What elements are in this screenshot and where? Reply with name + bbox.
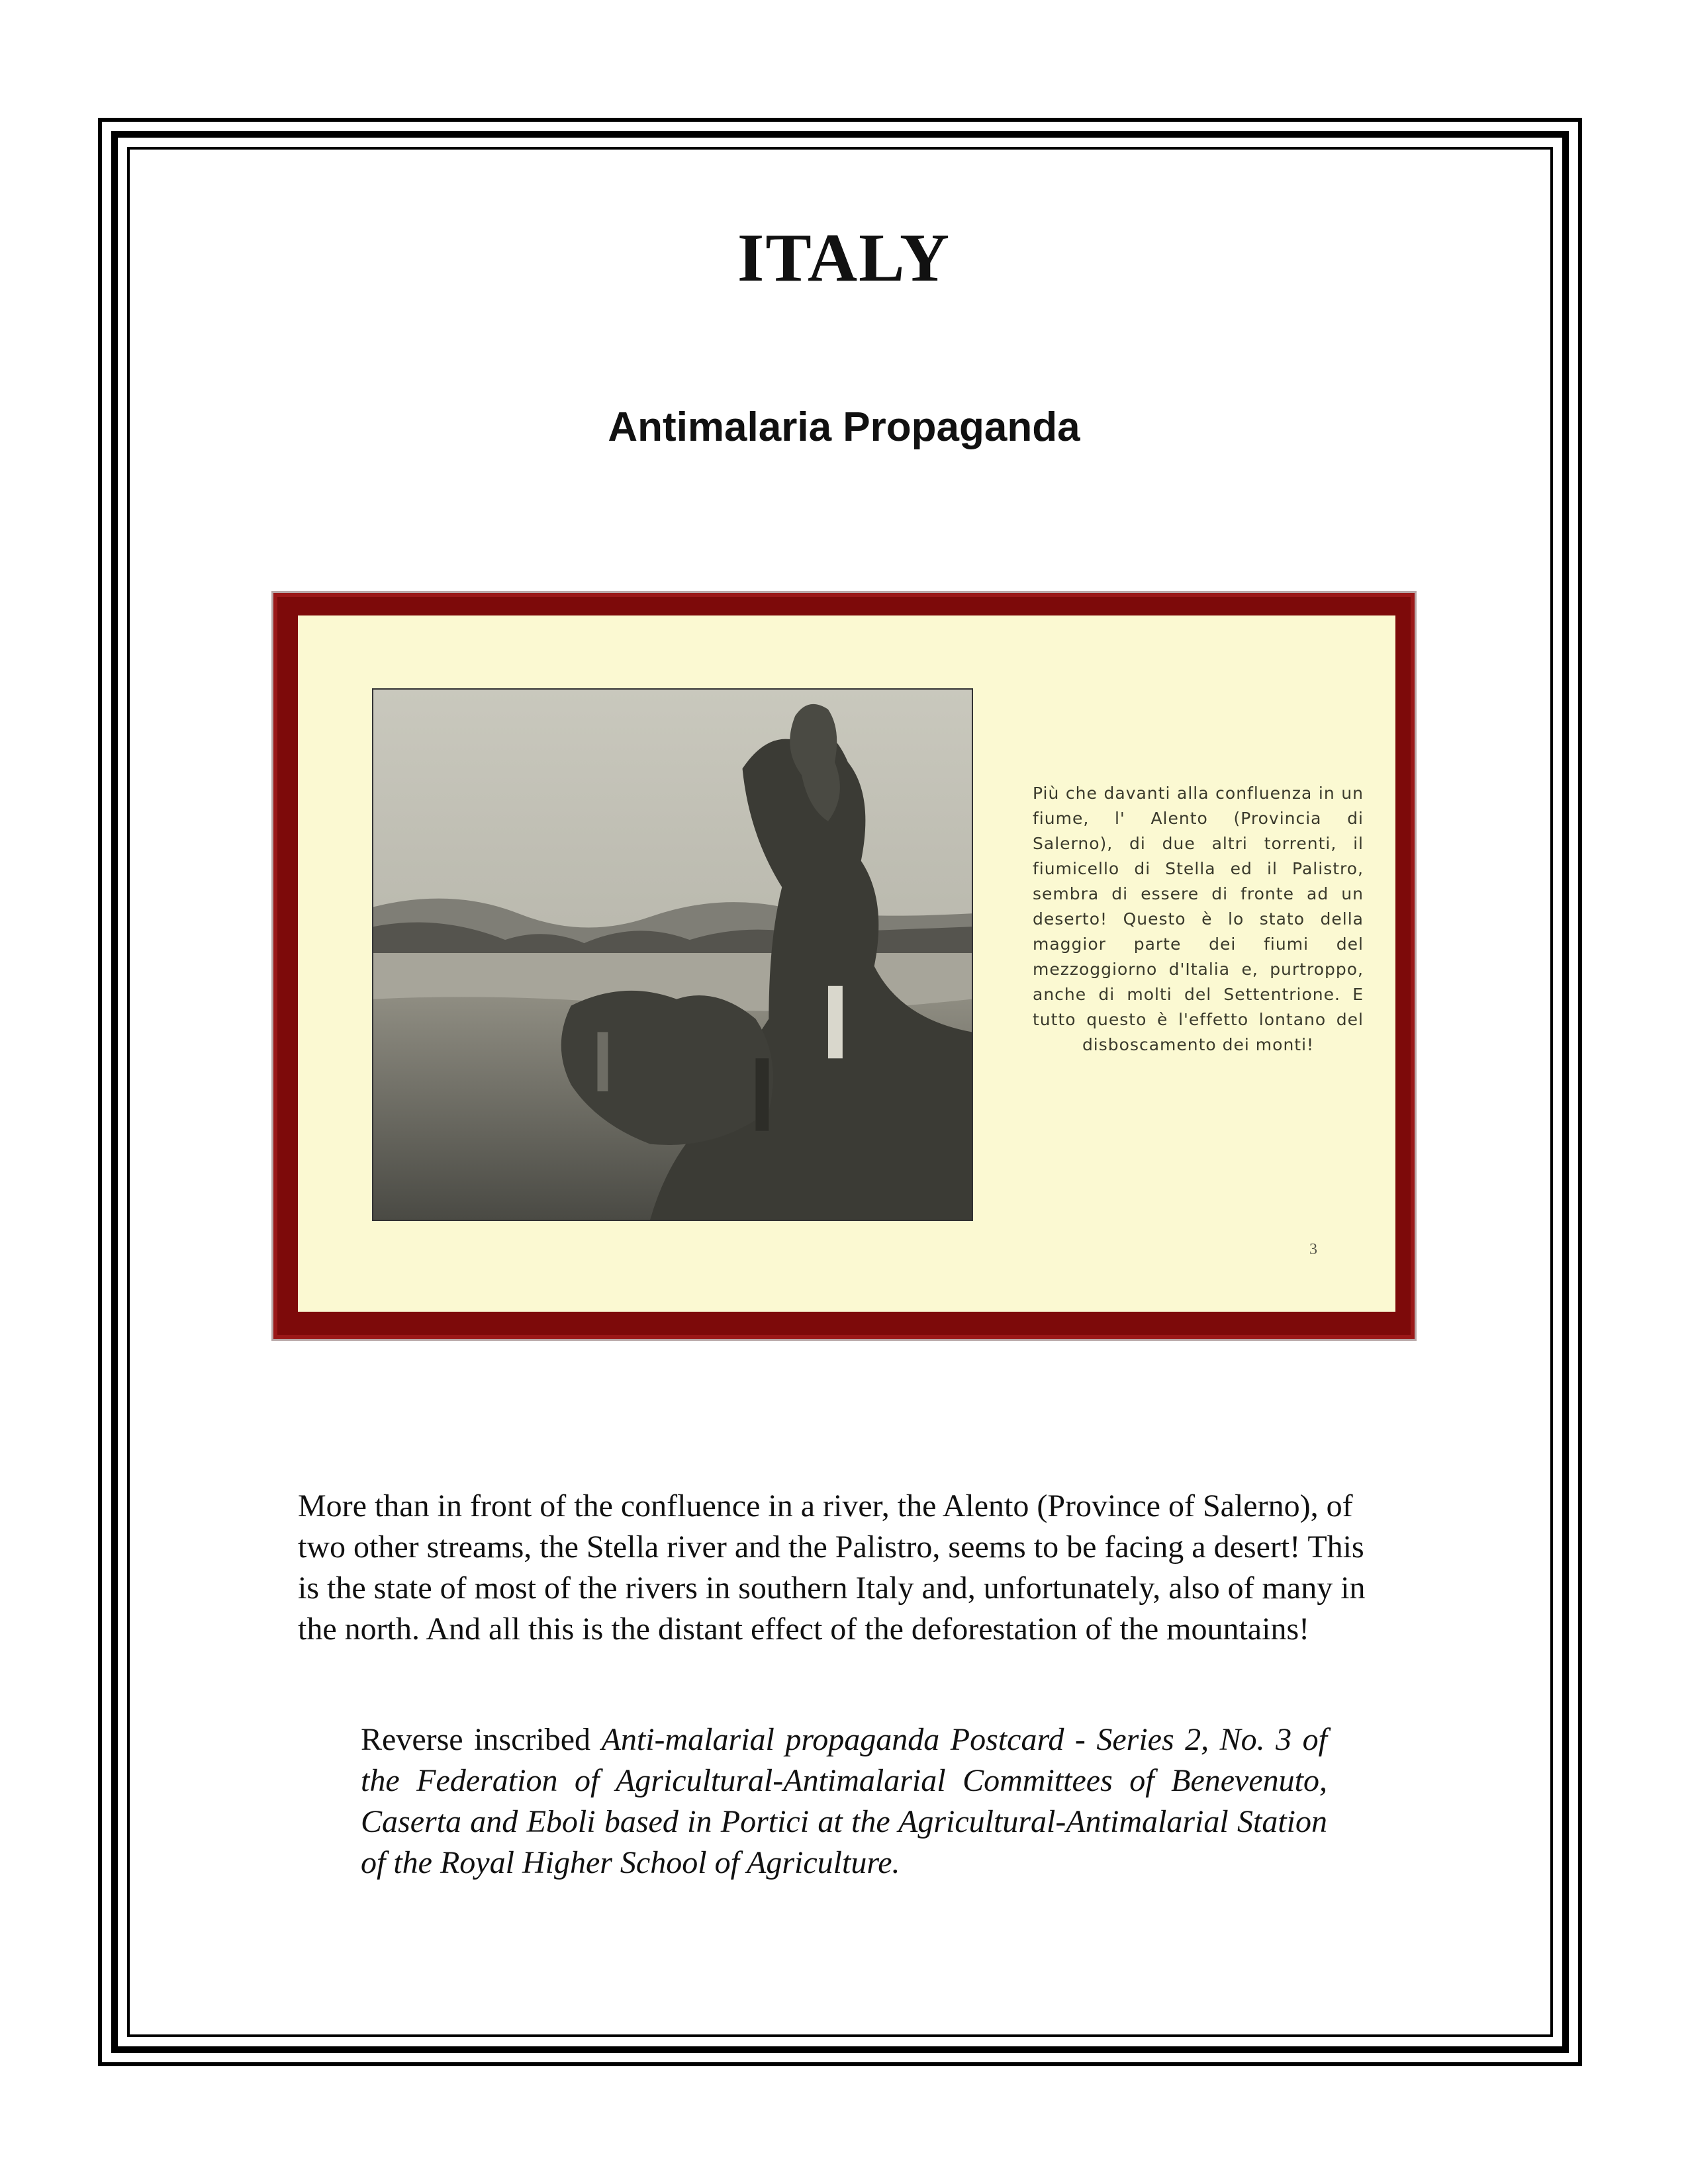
reverse-inscription-text: Anti-malarial propaganda Postcard - Series 2, No. 3 of the Federation of Agricultural-Antimalarial Committees of Benevenuto, Caserta and Eboli based in Portici at the Agricultural-Antimalarial Station of the Royal Higher School of Agriculture. — [361, 1722, 1328, 1880]
reverse-inscription — [361, 1719, 1327, 1884]
postcard — [298, 615, 1395, 1312]
reverse-prefix: Reverse inscribed — [361, 1722, 602, 1757]
english-translation: More than in front of the confluence in a river, the Alento (Province of Salerno), of two other streams, the Stella river and the Palistro, seems to be facing a desert! This is the state of most of the rivers in southern Italy and, unfortunately, also of many in the north. And all this is the distant effect of the deforestation of the mountains! — [298, 1488, 1366, 1647]
italian-caption: Più che davanti alla confluenza in un fiume, l' Alento (Provincia di Salerno), di due altri torrenti, il fiumicello di Stella ed il Palistro, sembra di essere di fronte ad un deserto! Questo è lo stato della maggior parte dei fiumi del mezzoggiorno d'Italia e, purtroppo, anche di molti del Settentrione. E tutto questo è l'effetto lontano del disboscamento dei monti! — [1033, 784, 1364, 1054]
river-landscape-image — [373, 690, 972, 1220]
page-title: ITALY — [737, 220, 951, 296]
postcard-page-number: 3 — [1309, 1241, 1317, 1258]
postcard-photo — [372, 688, 973, 1221]
page-subtitle: Antimalaria Propaganda — [608, 404, 1080, 450]
